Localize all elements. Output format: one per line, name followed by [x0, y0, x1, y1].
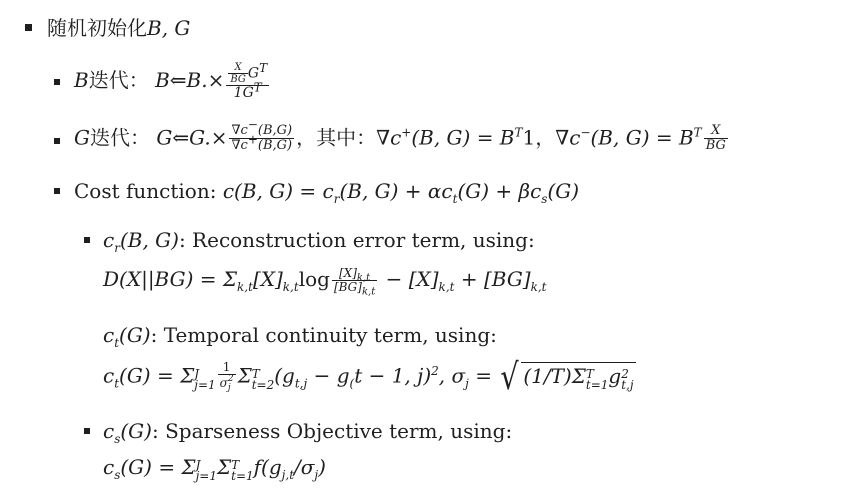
temp-text: : Temporal continuity term, using: [150, 323, 497, 347]
temp-frac-den [218, 375, 236, 393]
item-init [47, 15, 190, 41]
temp-sum1-limits [194, 366, 216, 392]
item-g-frac-den [229, 132, 294, 154]
temp-sub: t [114, 336, 120, 350]
bullet-3 [54, 138, 60, 144]
item-g-iter [74, 117, 730, 154]
eq1-lhs: ∇c [376, 125, 402, 150]
sparse-c: c [103, 419, 115, 443]
temp-eq-g: , σ [438, 363, 466, 388]
temp-eq-a: c [103, 363, 115, 388]
temp-eq-sub-t: t [114, 376, 120, 391]
temp-eq-d: (g [274, 363, 295, 388]
temp-sqrt-g-sub: t,j [621, 377, 634, 392]
recon-eq-d: + [BG] [454, 267, 531, 291]
sparse-eq-c: Σ [217, 455, 232, 479]
eq2-sup: − [580, 125, 591, 140]
temp-sqrt-g: g [608, 363, 622, 388]
bullet-1 [25, 24, 32, 31]
temp-sum1-sup: J [194, 366, 200, 381]
temp-sqrt-g-sup: 2 [621, 366, 629, 381]
cost-expr3: (G) + βc [457, 179, 542, 203]
frac-inner-den: BG [230, 74, 246, 85]
recon-eq-log: log [298, 267, 330, 291]
frac-num-tail: G [247, 65, 260, 82]
recon-sub: r [114, 241, 120, 255]
temp-sqrt-sub: t=1 [585, 377, 609, 392]
item-g-label: 迭代： [89, 125, 150, 150]
recon-text: : Reconstruction error term, using: [178, 228, 535, 252]
eq2-args: (B, G) = B [590, 125, 694, 150]
sparse-eq-a: c [103, 455, 115, 479]
temp-sqrt-g-limits [621, 366, 634, 392]
bullet-2 [54, 79, 60, 85]
frac-den-text: 1G [233, 85, 254, 101]
recon-eq-c: − [X] [379, 267, 439, 291]
sparse-sum1-limits [196, 460, 217, 482]
sparse-eq-sub-s: s [114, 468, 121, 482]
temp-eq-b: (G) = Σ [119, 363, 195, 388]
sub-sparse-eq [103, 454, 326, 482]
g-den: ∇c [231, 138, 248, 154]
recon-den-text: [BG] [333, 280, 362, 294]
sub-recon-eq [103, 265, 547, 298]
sub-recon-head [103, 227, 535, 253]
frac-den-sup: T [253, 80, 262, 95]
sparse-sum2-sup: T [231, 458, 240, 472]
sparse-eq-sub-jt: j,t [281, 468, 295, 482]
g-num-args: (B,G) [257, 123, 293, 138]
sparse-eq-e: /σ [294, 455, 315, 479]
item-b-frac-num [226, 62, 269, 86]
item-b-expr: B⇐B.× [155, 68, 225, 93]
temp-eq-f: t − 1, j) [354, 363, 432, 388]
sparse-sum2-limits [231, 460, 254, 482]
cost-expr2: (B, G) + αc [339, 179, 453, 203]
item-g-expr: G⇐G.× [156, 125, 228, 150]
bullet-5 [84, 237, 90, 243]
sqrt-radical: √ [500, 356, 520, 398]
recon-eq-sub3: k,t [438, 280, 455, 294]
cost-expr1: c(B, G) = c [222, 179, 334, 203]
item-init-label: 随机初始化 [47, 16, 147, 40]
recon-frac-num [332, 265, 377, 284]
eq1-sup2: T [514, 125, 523, 140]
sparse-sum1-sup: J [195, 458, 201, 472]
recon-eq-sub4: k,t [530, 280, 547, 294]
item-g-sep: ，其中： [296, 125, 377, 150]
item-init-vars: B, G [147, 16, 191, 40]
temp-sum2-sup: T [251, 366, 260, 381]
bullet-4 [54, 188, 60, 194]
eq2-num: X [704, 124, 728, 139]
recon-eq-b: [X] [252, 267, 283, 291]
sparse-text: : Sparseness Objective term, using: [151, 419, 513, 443]
temp-sqrt [521, 362, 635, 391]
temp-eq-e: − g [307, 363, 350, 388]
item-b-frac-den [226, 80, 269, 101]
cost-expr4: (G) [547, 179, 580, 203]
recon-den-sub: k,t [361, 286, 376, 298]
temp-eq-sub-j: j [465, 376, 469, 391]
recon-c: c [103, 228, 115, 252]
item-cost [74, 178, 579, 204]
g-num-sup: − [247, 117, 258, 132]
recon-eq-a: D(X||BG) = Σ [103, 267, 238, 291]
temp-c: c [103, 323, 115, 347]
recon-num-text: [X] [339, 265, 357, 280]
temp-frac-den-s: σ [219, 376, 228, 391]
recon-frac-den [332, 280, 377, 298]
g-den-sup: + [247, 132, 258, 147]
temp-eq-c: Σ [237, 363, 252, 388]
g-den-args: (B,G) [257, 138, 293, 154]
temp-sum2-limits [251, 366, 275, 392]
sub-temporal-eq [103, 356, 636, 398]
temp-frac [218, 361, 236, 393]
bullet-6 [84, 428, 90, 434]
sparse-eq-f: ) [318, 455, 326, 479]
eq1-sup: + [401, 125, 412, 140]
temp-eq-h: = [468, 363, 499, 388]
temp-eq-sub-tj: t,j [294, 376, 308, 391]
recon-eq-sub2: k,t [282, 280, 299, 294]
eq2-lhs: ∇c [555, 125, 581, 150]
temp-sum2-sub: t=2 [251, 377, 275, 392]
temp-sqrt-limits [585, 366, 609, 392]
frac-num-sup: T [259, 60, 268, 75]
cost-sub-s: s [541, 192, 548, 206]
eq2-den: BG [705, 138, 726, 154]
frac-inner-num: X [228, 62, 248, 74]
g-num: ∇c [231, 123, 248, 138]
item-g-frac-num [229, 117, 294, 139]
cost-label: Cost function: [74, 179, 223, 203]
recon-eq-sub1: k,t [237, 280, 253, 294]
sparse-eq-sub-j: j [314, 468, 319, 482]
item-b-iter [74, 62, 271, 101]
eq-comma: ， [535, 125, 556, 150]
sparse-args: (G) [120, 419, 152, 443]
sparse-sum1-sub: j=1 [195, 469, 217, 483]
temp-sqrt-sup: T [585, 366, 594, 381]
sparse-eq-b: (G) = Σ [120, 455, 196, 479]
item-b-label: 迭代： [88, 68, 149, 93]
recon-frac [332, 265, 377, 298]
temp-sqrt-a: (1/T)Σ [523, 363, 586, 388]
temp-sum1-sub: j=1 [194, 377, 216, 392]
recon-num-sub: k,t [356, 272, 371, 284]
sub-sparse-head [103, 418, 512, 444]
eq1-tail: 1 [522, 125, 536, 150]
temp-eq-sup2: 2 [431, 363, 439, 378]
item-g-fraction [229, 117, 294, 154]
cost-sub-t: t [452, 192, 458, 206]
item-g-var: G [74, 125, 90, 150]
cost-sub-r: r [333, 192, 340, 206]
sparse-eq-d: f(g [253, 455, 282, 479]
temp-frac-den-sub: j [227, 383, 231, 394]
item-b-fraction [226, 62, 269, 101]
eq2-sup2: T [693, 125, 702, 140]
eq1-args: (B, G) = B [411, 125, 515, 150]
temp-eq-sub-paren: ( [349, 376, 355, 391]
sparse-sum2-sub: t=1 [231, 469, 254, 483]
sub-temporal-head [103, 322, 497, 348]
recon-args: (B, G) [119, 228, 179, 252]
item-b-var: B [74, 68, 89, 93]
temp-args: (G) [119, 323, 151, 347]
temp-frac-den-sup: 2 [227, 374, 234, 385]
temp-frac-num: 1 [218, 361, 236, 375]
eq2-fraction [704, 124, 728, 154]
sparse-sub: s [114, 432, 121, 446]
